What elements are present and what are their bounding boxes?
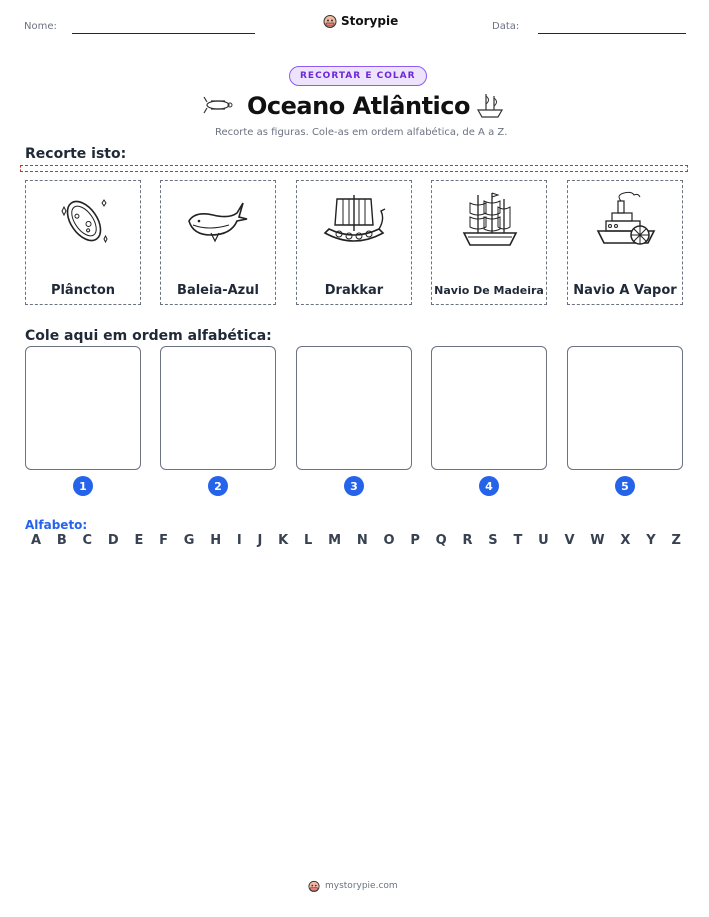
cut-line — [20, 165, 688, 172]
name-line — [72, 33, 255, 34]
slot-number-2: 2 — [208, 476, 228, 496]
alphabet-letter: S — [488, 533, 498, 548]
paste-heading: Cole aqui em ordem alfabética: — [25, 328, 272, 344]
cut-card-label: Navio De Madeira — [434, 284, 544, 297]
worksheet-title: Oceano Atlântico — [247, 92, 470, 120]
alphabet-letter: B — [56, 533, 67, 548]
alphabet-letter: F — [159, 533, 169, 548]
cut-card-plankton[interactable] — [25, 180, 141, 305]
date-line — [538, 33, 686, 34]
paste-slot-3[interactable] — [296, 346, 412, 470]
cut-card-label: Baleia-Azul — [177, 283, 259, 298]
footer-site[interactable]: mystorypie.com — [325, 881, 398, 891]
footer — [308, 880, 398, 892]
airplane-icon — [201, 92, 235, 118]
storypie-mascot-icon — [323, 14, 337, 28]
alphabet-letter: W — [590, 533, 605, 548]
date-label: Data: — [492, 21, 520, 32]
alphabet-letter: G — [183, 533, 195, 548]
instructions: Recorte as figuras. Cole-as em ordem alfabética, de A a Z. — [215, 127, 508, 138]
steamboat-icon — [594, 189, 658, 253]
alphabet-letters — [31, 533, 681, 548]
alphabet-letter: M — [328, 533, 342, 548]
alphabet-letter: E — [134, 533, 144, 548]
alphabet-letter: P — [410, 533, 420, 548]
slot-number-3: 3 — [344, 476, 364, 496]
alphabet-letter: A — [31, 533, 42, 548]
cut-card-label: Plâncton — [50, 283, 116, 298]
brand-logo — [323, 14, 398, 28]
alphabet-letter: Q — [435, 533, 447, 548]
alphabet-heading: Alfabeto: — [25, 518, 88, 532]
cut-card-label: Navio A Vapor — [573, 283, 677, 298]
alphabet-letter: O — [383, 533, 395, 548]
name-label: Nome: — [24, 21, 57, 32]
storypie-mascot-icon — [308, 880, 320, 892]
alphabet-letter: D — [107, 533, 119, 548]
slot-number-5: 5 — [615, 476, 635, 496]
slot-number-4: 4 — [479, 476, 499, 496]
alphabet-letter: R — [462, 533, 473, 548]
slot-number-1: 1 — [73, 476, 93, 496]
alphabet-letter: V — [564, 533, 575, 548]
alphabet-letter: K — [278, 533, 289, 548]
cut-card-wooden-ship[interactable] — [431, 180, 547, 305]
paste-slot-5[interactable] — [567, 346, 683, 470]
plankton-icon — [54, 191, 114, 251]
cut-card-drakkar[interactable] — [296, 180, 412, 305]
paste-slot-2[interactable] — [160, 346, 276, 470]
alphabet-letter: H — [210, 533, 222, 548]
paste-slot-4[interactable] — [431, 346, 547, 470]
alphabet-letter: T — [513, 533, 523, 548]
cut-card-steamboat[interactable] — [567, 180, 683, 305]
alphabet-letter: J — [257, 533, 263, 548]
blue-whale-icon — [185, 191, 249, 251]
alphabet-letter: Y — [646, 533, 656, 548]
alphabet-letter: Z — [671, 533, 681, 548]
activity-tag: RECORTAR E COLAR — [289, 66, 427, 86]
paste-slot-1[interactable] — [25, 346, 141, 470]
sailing-ship-icon — [474, 90, 506, 120]
brand-name: Storypie — [341, 14, 399, 28]
alphabet-letter: X — [620, 533, 631, 548]
cut-card-blue-whale[interactable] — [160, 180, 276, 305]
alphabet-letter: N — [356, 533, 368, 548]
viking-ship-icon — [319, 189, 389, 253]
alphabet-letter: I — [236, 533, 242, 548]
alphabet-letter: C — [82, 533, 93, 548]
wooden-ship-icon — [458, 189, 522, 253]
alphabet-letter: U — [538, 533, 549, 548]
cut-card-label: Drakkar — [324, 283, 384, 298]
cut-heading: Recorte isto: — [25, 146, 127, 162]
alphabet-letter: L — [304, 533, 313, 548]
